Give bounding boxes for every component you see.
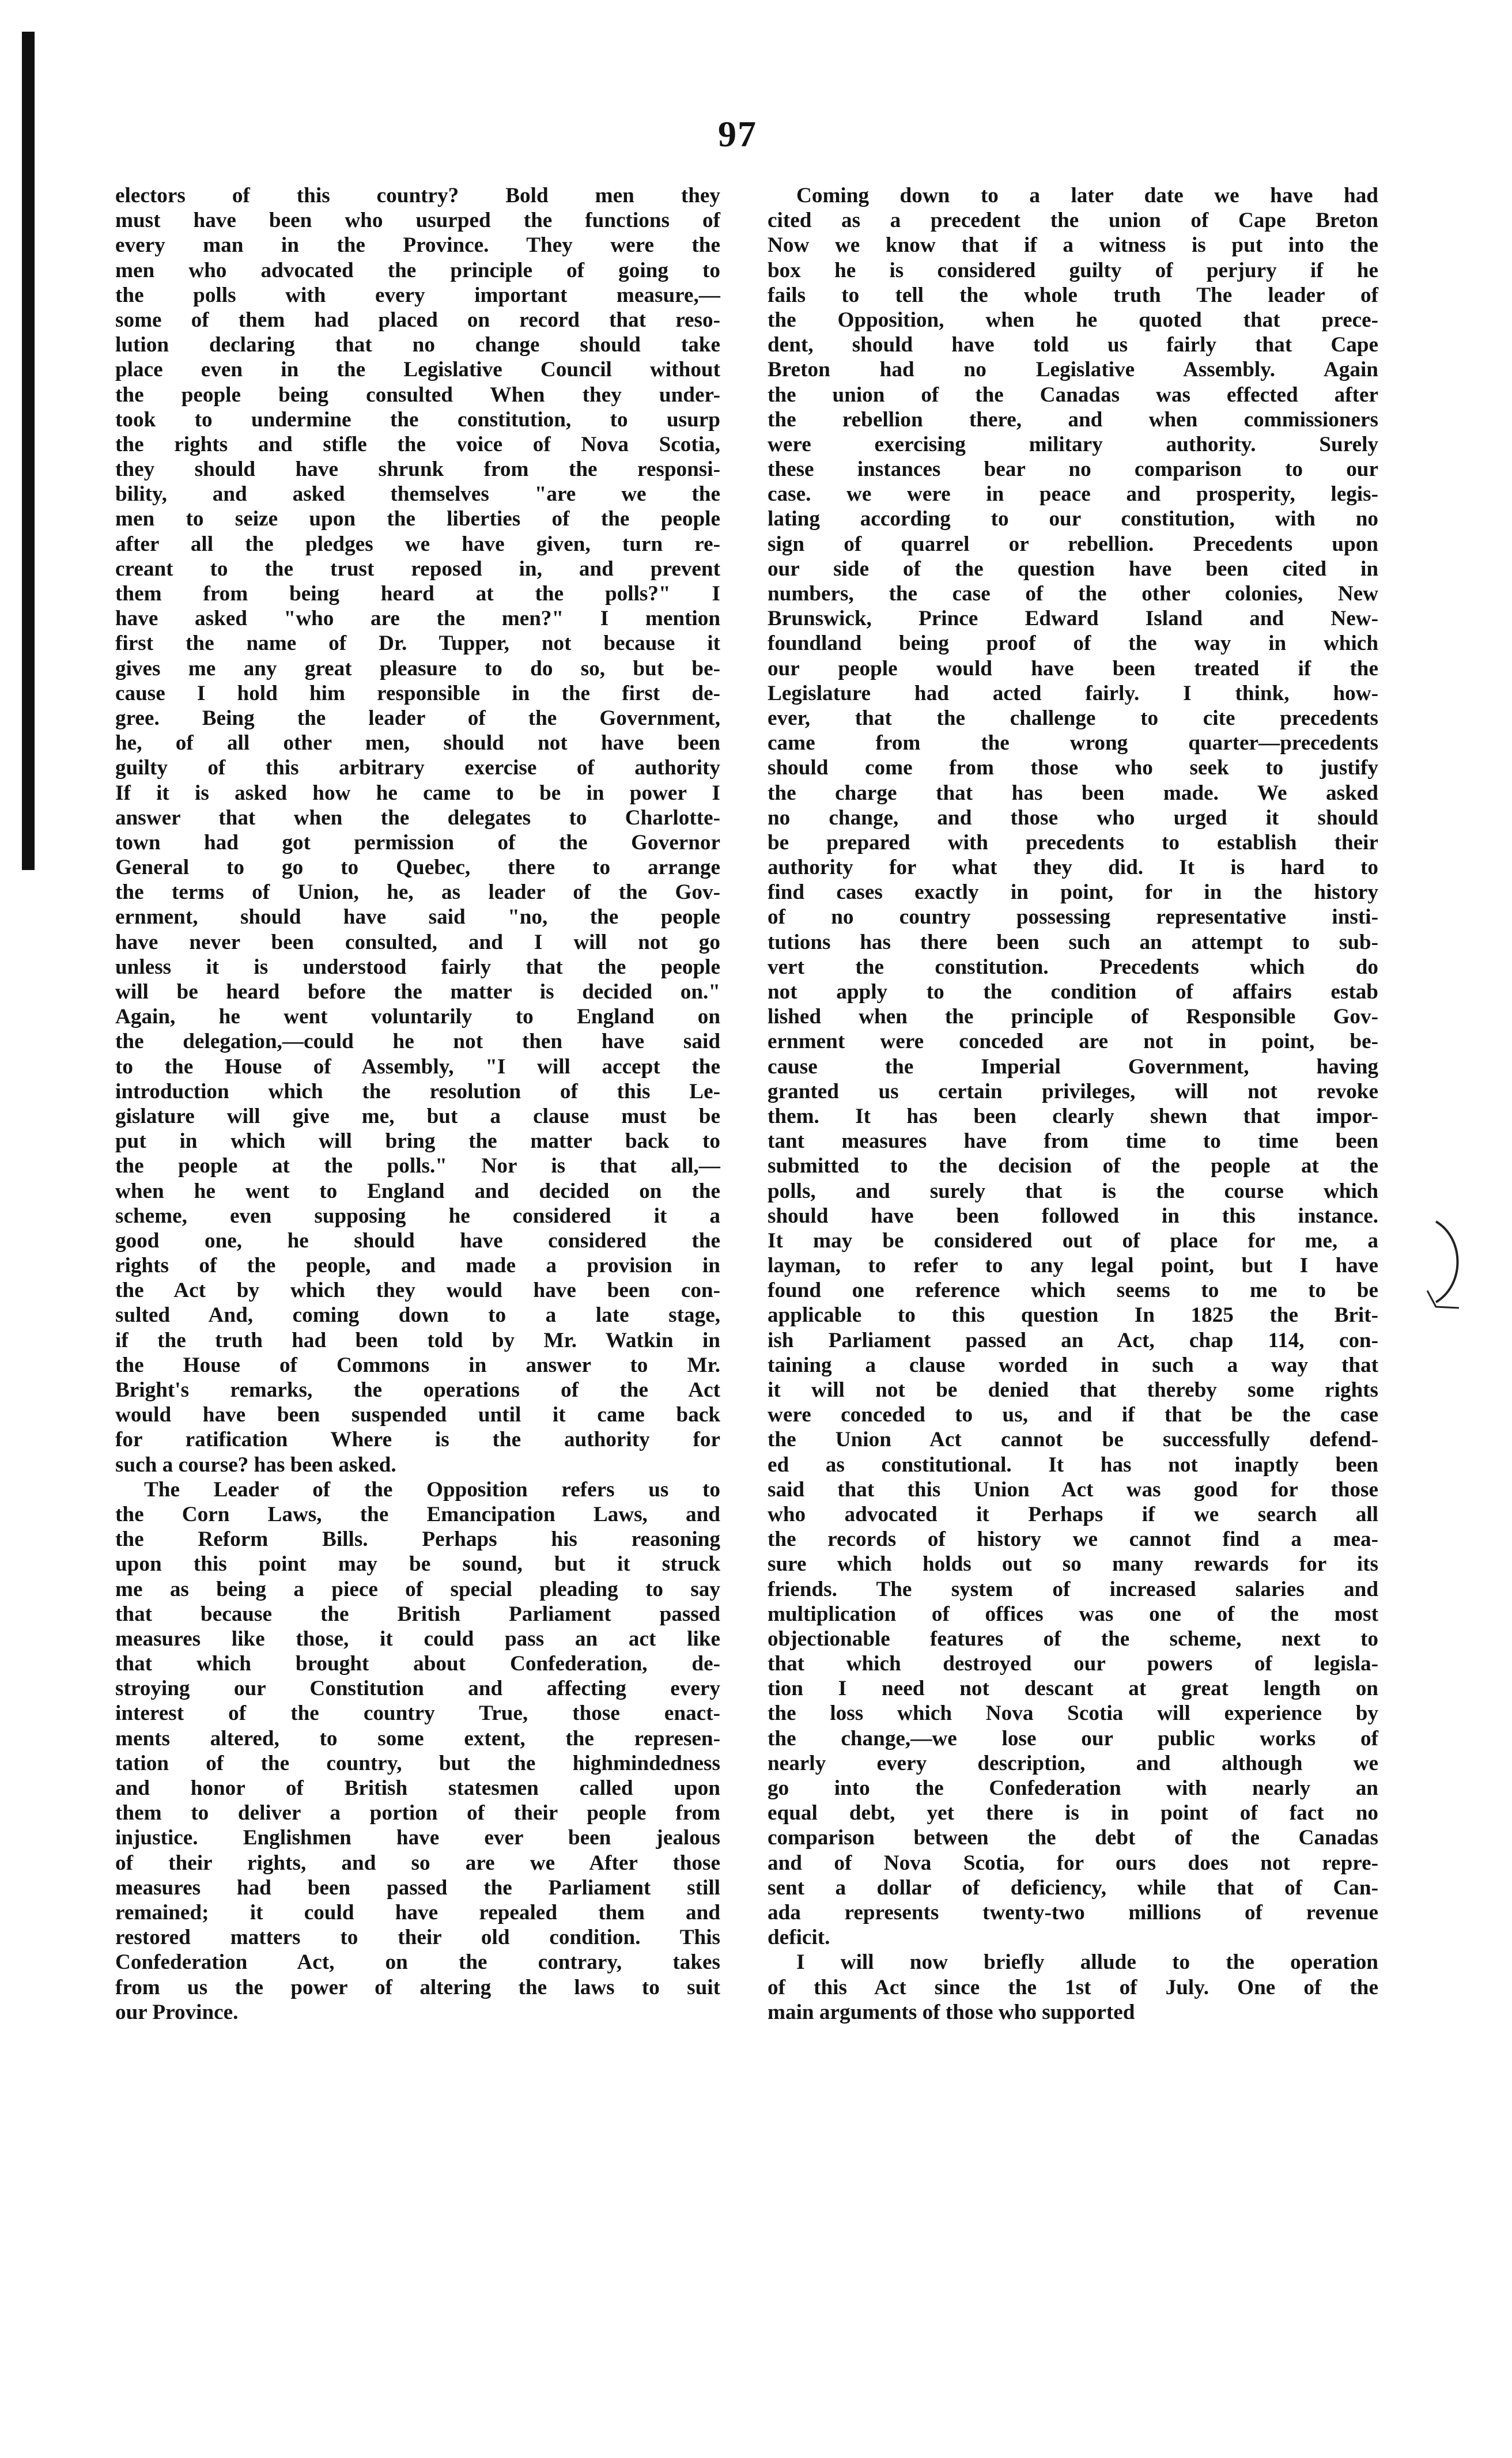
text-line: Brunswick, Prince Edward Island and New- — [768, 607, 1378, 631]
text-line: should come from those who seek to justify — [768, 756, 1378, 780]
text-line: town had got permission of the Governor — [115, 830, 720, 854]
text-line: our Province. — [115, 2000, 239, 2024]
text-line: tation of the country, but the highmindedness — [115, 1751, 720, 1775]
text-line: them to deliver a portion of their people from — [115, 1801, 720, 1825]
text-line: deficit. — [768, 1926, 830, 1950]
text-line: If it is asked how he came to be in power I — [115, 781, 720, 805]
text-line: interest of the country True, those enact- — [115, 1701, 720, 1726]
text-line: put in which will bring the matter back to — [115, 1129, 720, 1154]
text-line: ish Parliament passed an Act, chap 114, con- — [768, 1328, 1378, 1352]
text-line: Confederation Act, on the contrary, takes — [115, 1950, 720, 1975]
text-line: the union of the Canadas was effected after — [768, 383, 1378, 407]
text-line: the terms of Union, he, as leader of the Gov- — [115, 880, 720, 905]
text-line: bility, and asked themselves "are we the — [115, 482, 720, 506]
text-line: of no country possessing representative insti- — [768, 905, 1378, 929]
text-line: The Leader of the Opposition refers us to — [144, 1477, 720, 1502]
text-line: vert the constitution. Precedents which do — [768, 955, 1378, 979]
text-line: find cases exactly in point, for in the history — [768, 880, 1378, 905]
text-line: must have been who usurped the functions of — [115, 209, 720, 233]
text-line: will be heard before the matter is decided on." — [115, 980, 720, 1004]
text-line: our side of the question have been cited in — [768, 557, 1378, 581]
text-line: answer that when the delegates to Charlotte- — [115, 806, 720, 830]
text-line: introduction which the resolution of this Le- — [115, 1079, 720, 1103]
text-line: that because the British Parliament passed — [115, 1602, 720, 1626]
text-line: came from the wrong quarter—precedents — [768, 731, 1378, 755]
text-line: the Union Act cannot be successfully defend- — [768, 1428, 1378, 1452]
text-line: It may be considered out of place for me, a — [768, 1228, 1378, 1253]
text-line: our people would have been treated if the — [768, 656, 1378, 680]
text-line: every man in the Province. They were the — [115, 233, 720, 258]
text-line: box he is considered guilty of perjury if he — [768, 258, 1378, 282]
text-line: fails to tell the whole truth The leader of — [768, 283, 1378, 307]
text-line: were conceded to us, and if that be the case — [768, 1403, 1378, 1427]
text-line: injustice. Englishmen have ever been jealous — [115, 1826, 720, 1850]
text-line: ada represents twenty-two millions of revenue — [768, 1900, 1378, 1924]
text-line: ever, that the challenge to cite precedents — [768, 706, 1378, 730]
text-line: restored matters to their old condition. This — [115, 1926, 720, 1950]
text-line: guilty of this arbitrary exercise of authority — [115, 756, 720, 780]
text-line: lution declaring that no change should take — [115, 333, 720, 357]
text-line: have asked "who are the men?" I mention — [115, 607, 720, 631]
text-line: upon this point may be sound, but it struck — [115, 1552, 720, 1576]
text-line: me as being a piece of special pleading to say — [115, 1577, 720, 1601]
text-line: the records of history we cannot find a mea- — [768, 1527, 1378, 1552]
text-line: of their rights, and so are we After those — [115, 1851, 720, 1875]
text-line: some of them had placed on record that reso- — [115, 308, 720, 332]
text-line: objectionable features of the scheme, next to — [768, 1627, 1378, 1651]
text-line: the people at the polls." Nor is that all,— — [115, 1154, 720, 1178]
text-line: after all the pledges we have given, turn re- — [115, 532, 720, 556]
text-line: friends. The system of increased salaries and — [768, 1577, 1378, 1601]
text-line: sulted And, coming down to a late stage, — [115, 1303, 720, 1328]
text-line: men who advocated the principle of going to — [115, 258, 720, 282]
text-line: General to go to Quebec, there to arrange — [115, 856, 720, 880]
text-line: measures had been passed the Parliament still — [115, 1875, 720, 1900]
text-line: be prepared with precedents to establish their — [768, 830, 1378, 854]
text-line: ernment were conceded are not in point, be- — [768, 1030, 1378, 1054]
text-line: found one reference which seems to me to be — [768, 1279, 1378, 1303]
text-line: the rebellion there, and when commissioners — [768, 407, 1378, 432]
text-line: if the truth had been told by Mr. Watkin in — [115, 1328, 720, 1352]
text-line: the Opposition, when he quoted that prece- — [768, 308, 1378, 332]
text-line: cause the Imperial Government, having — [768, 1054, 1378, 1079]
text-line: applicable to this question In 1825 the Brit- — [768, 1303, 1378, 1328]
text-line: the Act by which they would have been con- — [115, 1279, 720, 1303]
text-line: would have been suspended until it came back — [115, 1403, 720, 1427]
text-line: were exercising military authority. Surely — [768, 432, 1378, 456]
text-line: lating according to our constitution, with no — [768, 507, 1378, 531]
text-line: these instances bear no comparison to our — [768, 457, 1378, 482]
text-line: should have been followed in this instance. — [768, 1204, 1378, 1228]
text-line: stroying our Constitution and affecting every — [115, 1677, 720, 1701]
text-line: the polls with every important measure,— — [115, 283, 720, 307]
text-line: ments altered, to some extent, the represen- — [115, 1726, 720, 1750]
text-line: that which brought about Confederation, de- — [115, 1652, 720, 1676]
text-line: the delegation,—could he not then have said — [115, 1030, 720, 1054]
text-line: lished when the principle of Responsible Gov- — [768, 1005, 1378, 1029]
text-line: the charge that has been made. We asked — [768, 781, 1378, 805]
text-line: from us the power of altering the laws to suit — [115, 1975, 720, 1999]
text-line: it will not be denied that thereby some rights — [768, 1378, 1378, 1402]
text-line: granted us certain privileges, will not revoke — [768, 1079, 1378, 1103]
text-line: Breton had no Legislative Assembly. Again — [768, 358, 1378, 382]
text-line: tant measures have from time to time been — [768, 1129, 1378, 1154]
text-line: unless it is understood fairly that the people — [115, 955, 720, 979]
text-line: ernment, should have said "no, the people — [115, 905, 720, 929]
text-line: layman, to refer to any legal point, but I have — [768, 1254, 1378, 1278]
margin-bracket-mark — [1424, 1216, 1476, 1314]
text-line: multiplication of offices was one of the most — [768, 1602, 1378, 1626]
text-line: electors of this country? Bold men they — [115, 184, 720, 207]
text-line: and of Nova Scotia, for ours does not repre- — [768, 1851, 1378, 1875]
text-line: not apply to the condition of affairs estab — [768, 980, 1378, 1004]
text-line: dent, should have told us fairly that Cape — [768, 333, 1378, 357]
text-line: remained; it could have repealed them and — [115, 1900, 720, 1924]
text-line: them. It has been clearly shewn that impor- — [768, 1104, 1378, 1128]
text-line: Now we know that if a witness is put into the — [768, 233, 1378, 258]
text-line: ed as constitutional. It has not inaptly been — [768, 1453, 1378, 1477]
text-line: gree. Being the leader of the Government, — [115, 706, 720, 730]
right-column — [768, 183, 1378, 2025]
text-line: the Corn Laws, the Emancipation Laws, and — [115, 1502, 720, 1526]
text-line: scheme, even supposing he considered it a — [115, 1204, 720, 1228]
text-line: main arguments of those who supported — [768, 2000, 1135, 2024]
text-line: taining a clause worded in such a way that — [768, 1353, 1378, 1377]
text-line: the change,—we lose our public works of — [768, 1726, 1378, 1750]
text-line: have never been consulted, and I will not go — [115, 930, 720, 954]
text-line: of this Act since the 1st of July. One of the — [768, 1975, 1378, 1999]
text-line: foundland being proof of the way in which — [768, 631, 1378, 656]
left-column — [115, 183, 720, 2025]
text-line: Legislature had acted fairly. I think, how- — [768, 681, 1378, 705]
text-line: sent a dollar of deficiency, while that of Can- — [768, 1875, 1378, 1900]
text-line: the loss which Nova Scotia will experience by — [768, 1701, 1378, 1726]
text-line: when he went to England and decided on the — [115, 1179, 720, 1203]
text-line: equal debt, yet there is in point of fact no — [768, 1801, 1378, 1825]
text-line: place even in the Legislative Council without — [115, 358, 720, 382]
text-line: no change, and those who urged it should — [768, 806, 1378, 830]
text-line: men to seize upon the liberties of the people — [115, 507, 720, 531]
text-line: and honor of British statesmen called upon — [115, 1776, 720, 1800]
text-line: for ratification Where is the authority for — [115, 1428, 720, 1452]
text-line: took to undermine the constitution, to usurp — [115, 407, 720, 432]
text-line: to the House of Assembly, "I will accept the — [115, 1054, 720, 1079]
text-line: tutions has there been such an attempt to sub- — [768, 930, 1378, 954]
text-line: submitted to the decision of the people at the — [768, 1154, 1378, 1178]
text-line: said that this Union Act was good for those — [768, 1477, 1378, 1502]
text-line: cited as a precedent the union of Cape Breton — [768, 209, 1378, 233]
text-line: gislature will give me, but a clause must be — [115, 1104, 720, 1128]
text-line: creant to the trust reposed in, and prevent — [115, 557, 720, 581]
text-line: measures like those, it could pass an act like — [115, 1627, 720, 1651]
text-line: that which destroyed our powers of legisla- — [768, 1652, 1378, 1676]
text-line: the Reform Bills. Perhaps his reasoning — [115, 1527, 720, 1552]
text-line: Coming down to a later date we have had — [796, 184, 1378, 207]
text-line: comparison between the debt of the Canadas — [768, 1826, 1378, 1850]
text-line: the people being consulted When they under- — [115, 383, 720, 407]
text-line: case. we were in peace and prosperity, legis- — [768, 482, 1378, 506]
text-line: sign of quarrel or rebellion. Precedents upon — [768, 532, 1378, 556]
text-line: polls, and surely that is the course which — [768, 1179, 1378, 1203]
text-line: good one, he should have considered the — [115, 1228, 720, 1253]
text-line: the rights and stifle the voice of Nova Scotia, — [115, 432, 720, 456]
text-line: I will now briefly allude to the operation — [796, 1950, 1378, 1975]
text-line: tion I need not descant at great length on — [768, 1677, 1378, 1701]
text-line: rights of the people, and made a provision in — [115, 1254, 720, 1278]
text-line: cause I hold him responsible in the first de- — [115, 681, 720, 705]
text-line: Bright's remarks, the operations of the Act — [115, 1378, 720, 1402]
text-line: Again, he went voluntarily to England on — [115, 1005, 720, 1029]
text-line: who advocated it Perhaps if we search all — [768, 1502, 1378, 1526]
text-line: sure which holds out so many rewards for its — [768, 1552, 1378, 1576]
text-line: they should have shrunk from the responsi- — [115, 457, 720, 482]
text-line: authority for what they did. It is hard to — [768, 856, 1378, 880]
text-line: nearly every description, and although we — [768, 1751, 1378, 1775]
page-number: 97 — [718, 114, 757, 154]
text-line: such a course? has been asked. — [115, 1453, 396, 1477]
text-line: go into the Confederation with nearly an — [768, 1776, 1378, 1800]
text-line: the House of Commons in answer to Mr. — [115, 1353, 720, 1377]
text-line: he, of all other men, should not have been — [115, 731, 720, 755]
text-line: first the name of Dr. Tupper, not because it — [115, 631, 720, 656]
text-line: gives me any great pleasure to do so, but be- — [115, 656, 720, 680]
text-line: numbers, the case of the other colonies, New — [768, 582, 1378, 606]
text-line: them from being heard at the polls?" I — [115, 582, 720, 606]
scan-edge-bar — [22, 32, 35, 870]
